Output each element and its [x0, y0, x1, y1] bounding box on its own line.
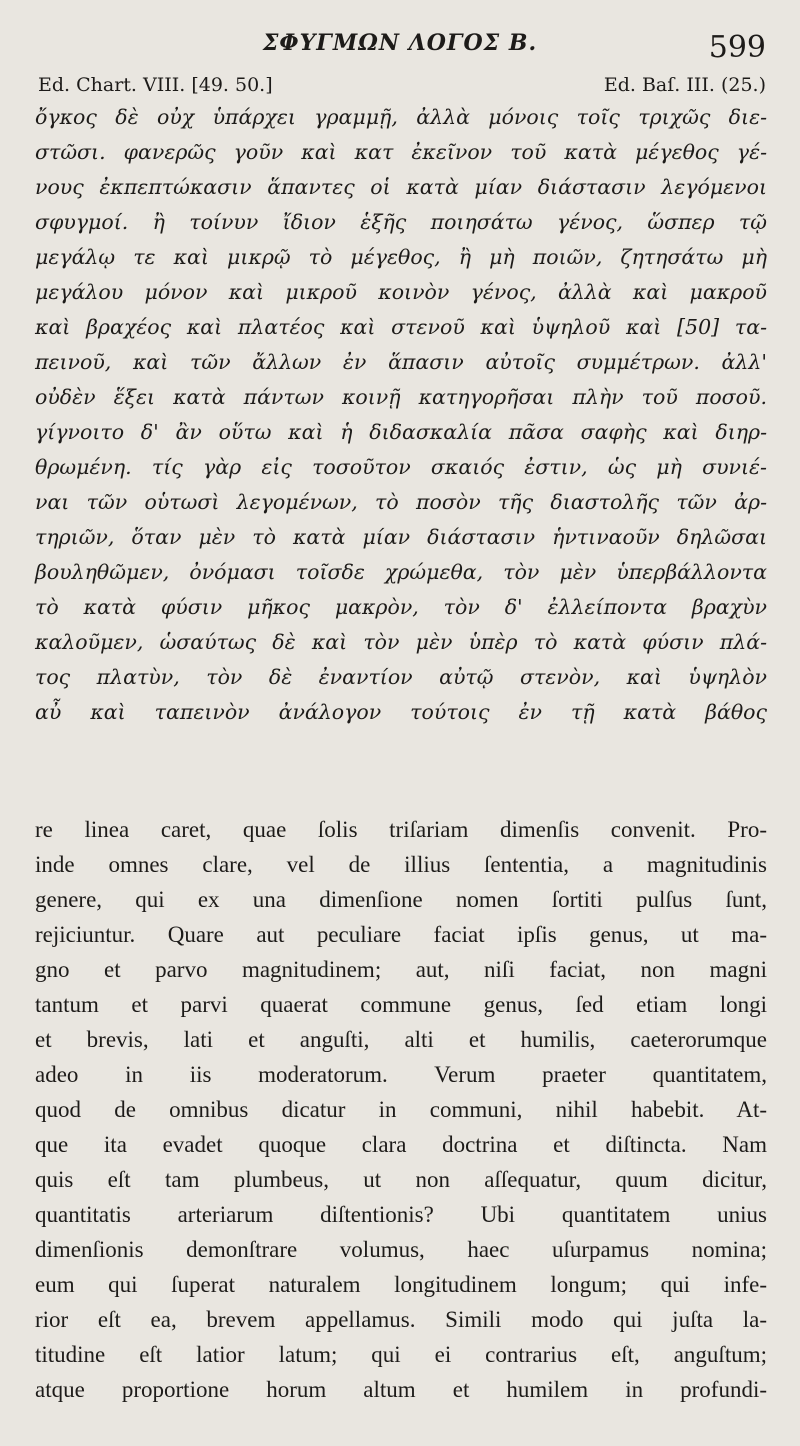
latin-line: re linea caret, quae ſolis triſariam dimenſis convenit. Pro- — [35, 817, 767, 842]
latin-line: et brevis, lati et anguſti, alti et humilis, caeterorumque — [35, 1027, 767, 1052]
running-title: ΣΦΥΓΜΩΝ ΛΟΓΟΣ Β. — [262, 30, 538, 56]
latin-line: rior eſt ea, brevem appellamus. Simili modo qui juſta la- — [35, 1307, 767, 1332]
latin-line: inde omnes clare, vel de illius ſententia, a magnitudinis — [35, 852, 767, 877]
greek-line: τος πλατὺν, τὸν δὲ ἐναντίον αὐτῷ στενὸν, καὶ ὑψηλὸν — [35, 665, 767, 689]
greek-line: ναι τῶν οὑτωσὶ λεγομένων, τὸ ποσὸν τῆς διαστολῆς τῶν ἀρ- — [35, 490, 767, 514]
greek-line: αὖ καὶ ταπεινὸν ἀνάλογον τούτοις ἐν τῇ κατὰ βάθος — [35, 700, 767, 724]
latin-line: quantitatis arteriarum diſtentionis? Ubi quantitatem unius — [35, 1202, 767, 1227]
edition-reference-right: Ed. Baſ. III. (25.) — [603, 74, 766, 96]
latin-line: tantum et parvi quaerat commune genus, ſed etiam longi — [35, 992, 767, 1017]
greek-line: νους ἐκπεπτώκασιν ἅπαντες οἱ κατὰ μίαν διάστασιν λεγόμενοι — [35, 175, 767, 199]
greek-line: στῶσι. φανερῶς γοῦν καὶ κατ ἐκεῖνον τοῦ κατὰ μέγεθος γέ- — [35, 140, 767, 164]
edition-reference-left: Ed. Chart. VIII. [49. 50.] — [38, 74, 273, 96]
greek-line: θρωμένη. τίς γὰρ εἰς τοσοῦτον σκαιός ἐστιν, ὡς μὴ συνιέ- — [35, 455, 767, 479]
greek-line: γίγνοιτο δ' ἂν οὕτω καὶ ἡ διδασκαλία πᾶσα σαφὴς καὶ διηρ- — [35, 420, 767, 444]
greek-line: οὐδὲν ἕξει κατὰ πάντων κοινῇ κατηγορῆσαι πλὴν τοῦ ποσοῦ. — [35, 385, 767, 409]
latin-line: que ita evadet quoque clara doctrina et diſtincta. Nam — [35, 1132, 767, 1157]
latin-line: genere, qui ex una dimenſione nomen ſortiti pulſus ſunt, — [35, 887, 767, 912]
greek-line: μεγάλῳ τε καὶ μικρῷ τὸ μέγεθος, ἢ μὴ ποιῶν, ζητησάτω μὴ — [35, 245, 767, 269]
greek-line: τὸ κατὰ φύσιν μῆκος μακρὸν, τὸν δ' ἐλλείποντα βραχὺν — [35, 595, 767, 619]
latin-line: atque proportione horum altum et humilem in profundi- — [35, 1377, 767, 1402]
greek-line: καλοῦμεν, ὡσαύτως δὲ καὶ τὸν μὲν ὑπὲρ τὸ κατὰ φύσιν πλά- — [35, 630, 767, 654]
latin-line: quod de omnibus dicatur in communi, nihil habebit. At- — [35, 1097, 767, 1122]
greek-line: πεινοῦ, καὶ τῶν ἄλλων ἐν ἅπασιν αὐτοῖς συμμέτρων. ἀλλ' — [35, 350, 767, 374]
greek-line: τηριῶν, ὅταν μὲν τὸ κατὰ μίαν διάστασιν ἡντιναοῦν δηλῶσαι — [35, 525, 767, 549]
latin-line: dimenſionis demonſtrare volumus, haec uſurpamus nomina; — [35, 1237, 767, 1262]
latin-line: adeo in iis moderatorum. Verum praeter quantitatem, — [35, 1062, 767, 1087]
greek-line: ὄγκος δὲ οὐχ ὑπάρχει γραμμῇ, ἀλλὰ μόνοις τοῖς τριχῶς διε- — [35, 105, 767, 129]
greek-line: σφυγμοί. ἢ τοίνυν ἴδιον ἑξῆς ποιησάτω γένος, ὥσπερ τῷ — [35, 210, 767, 234]
latin-line: quis eſt tam plumbeus, ut non aſſequatur, quum dicitur, — [35, 1167, 767, 1192]
greek-line: βουληθῶμεν, ὀνόμασι τοῖσδε χρώμεθα, τὸν μὲν ὑπερβάλλοντα — [35, 560, 767, 584]
latin-text-block — [35, 812, 767, 1407]
greek-line: καὶ βραχέος καὶ πλατέος καὶ στενοῦ καὶ ὑψηλοῦ καὶ [50] τα- — [35, 315, 767, 339]
latin-line: titudine eſt latior latum; qui ei contrarius eſt, anguſtum; — [35, 1342, 767, 1367]
latin-line: eum qui ſuperat naturalem longitudinem longum; qui infe- — [35, 1272, 767, 1297]
greek-text-block — [35, 100, 767, 730]
latin-line: rejiciuntur. Quare aut peculiare faciat ipſis genus, ut ma- — [35, 922, 767, 947]
page-number: 599 — [708, 30, 766, 65]
latin-line: gno et parvo magnitudinem; aut, niſi faciat, non magni — [35, 957, 767, 982]
greek-line: μεγάλου μόνον καὶ μικροῦ κοινὸν γένος, ἀλλὰ καὶ μακροῦ — [35, 280, 767, 304]
